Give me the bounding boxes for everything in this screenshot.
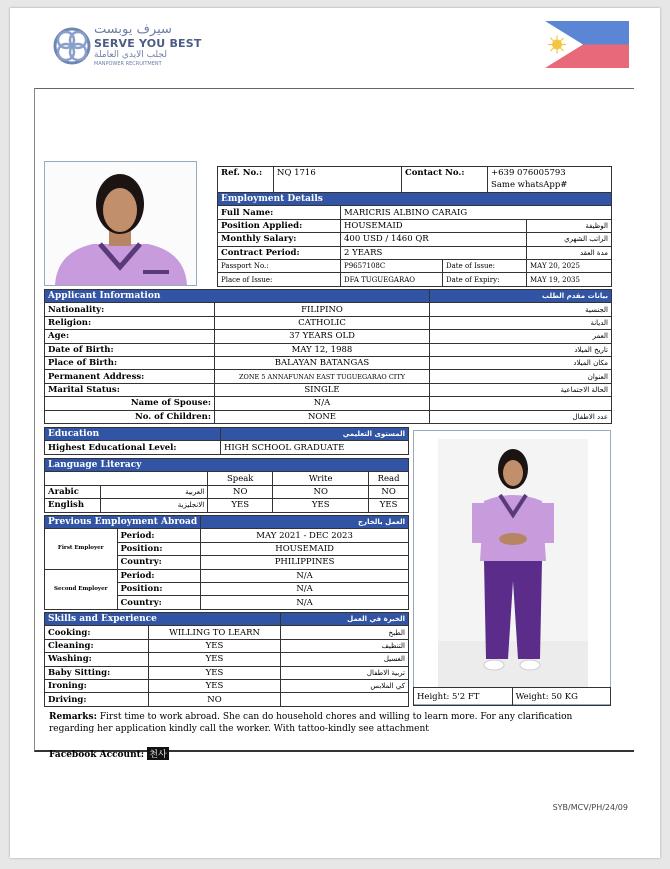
height-weight-table [413,687,611,706]
salary-arabic: الراتب الشهري [527,233,612,246]
contract-label: Contract Period: [218,246,341,259]
expiry-date-label: Date of Expiry: [443,273,527,286]
first-country-value: PHILIPPINES [201,556,409,569]
applicant-info-header: Applicant Information [45,290,430,303]
first-period-value: MAY 2021 - DEC 2023 [201,529,409,542]
employment-details-table [217,192,612,287]
age-label: Age: [45,330,215,343]
facebook-account [49,747,169,760]
position-label: Position Applied: [218,219,341,232]
expiry-date-value: MAY 19, 2035 [527,273,612,286]
arabic-speak: NO [208,485,273,498]
document-page [10,8,660,858]
nationality-value: FILIPINO [215,303,430,316]
cleaning-label: Cleaning: [45,639,149,652]
second-position-label: Position: [117,582,201,595]
religion-arabic: الديانة [430,316,612,329]
first-period-label: Period: [117,529,201,542]
weight-value: Weight: 50 KG [512,688,610,706]
spouse-label: Name of Spouse: [45,397,215,410]
previous-employment-header: Previous Employment Abroad [45,516,201,529]
education-header: Education [45,428,221,441]
logo-arabic-subtitle: لجلب الايدي العاملة [94,50,167,60]
height-value: Height: 5'2 FT [414,688,513,706]
birth-date-arabic: تاريخ الميلاد [430,343,612,356]
skills-experience-table [44,612,409,707]
ref-label: Ref. No.: [218,167,274,193]
place-issue-label: Place of Issue: [218,273,341,286]
washing-arabic: الغسيل [281,653,409,666]
spouse-arabic [430,397,612,410]
philippines-flag-icon [545,21,629,68]
ironing-value: YES [149,679,281,692]
salary-label: Monthly Salary: [218,233,341,246]
facebook-label: Facebook Account: [49,750,145,760]
driving-label: Driving: [45,693,149,706]
second-position-value: N/A [201,582,409,595]
birth-place-value: BALAYAN BATANGAS [215,356,430,369]
baby-sitting-arabic: تربية الاطفال [281,666,409,679]
passport-value: P9657108C [341,259,443,272]
age-arabic: العمر [430,330,612,343]
marital-status-label: Marital Status: [45,383,215,396]
spouse-value: N/A [215,397,430,410]
driving-value: NO [149,693,281,706]
reference-contact-table [217,166,612,193]
full-name-label: Full Name: [218,206,341,219]
remarks-text: First time to work abroad. She can do household chores and willing to learn more. For any clarification regarding her application kindly call the worker. With tattoo-kindly see attachment [49,712,573,734]
passport-label: Passport No.: [218,259,341,272]
cv-sheet [34,88,634,760]
education-level-label: Highest Educational Level: [45,441,221,454]
previous-employment-header-arabic: العمل بالخارج [201,516,409,529]
education-table [44,427,409,455]
baby-sitting-label: Baby Sitting: [45,666,149,679]
education-level-value: HIGH SCHOOL GRADUATE [221,441,409,454]
baby-sitting-value: YES [149,666,281,679]
read-col-header: Read [369,472,409,485]
position-value: HOUSEMAID [341,219,527,232]
second-country-label: Country: [117,596,201,609]
first-position-label: Position: [117,542,201,555]
applicant-portrait-photo [44,161,197,286]
cooking-label: Cooking: [45,626,149,639]
english-language-label: English [45,499,101,512]
first-employer-label: First Employer [45,529,118,569]
arabic-write: NO [273,485,369,498]
place-issue-value: DFA TUGUEGARAO [341,273,443,286]
ironing-arabic: كي الملابس [281,679,409,692]
religion-value: CATHOLIC [215,316,430,329]
full-name-value: MARICRIS ALBINO CARAIG [341,206,612,219]
document-code: SYB/MCV/PH/24/09 [552,803,628,812]
position-arabic: الوظيفة [527,219,612,232]
remarks-label: Remarks: [49,712,97,722]
remarks-block [49,711,609,735]
speak-col-header: Speak [208,472,273,485]
contract-arabic: مدة العقد [527,246,612,259]
washing-label: Washing: [45,653,149,666]
marital-status-arabic: الحالة الاجتماعية [430,383,612,396]
issue-date-label: Date of Issue: [443,259,527,272]
ironing-label: Ironing: [45,679,149,692]
cooking-value: WILLING TO LEARN [149,626,281,639]
address-label: Permanent Address: [45,370,215,383]
first-country-label: Country: [117,556,201,569]
birth-date-value: MAY 12, 1988 [215,343,430,356]
employment-details-header: Employment Details [218,193,612,206]
first-position-value: HOUSEMAID [201,542,409,555]
religion-label: Religion: [45,316,215,329]
skills-header-arabic: الخبرة في العمل [281,613,409,626]
english-write: YES [273,499,369,512]
previous-employment-table [44,515,409,610]
skills-header: Skills and Experience [45,613,281,626]
age-value: 37 YEARS OLD [215,330,430,343]
ref-value: NQ 1716 [274,167,402,193]
second-country-value: N/A [201,596,409,609]
birth-place-label: Place of Birth: [45,356,215,369]
arabic-read: NO [369,485,409,498]
contact-cell [488,167,612,193]
arabic-language-arabic: العربية [101,485,208,498]
birth-date-label: Date of Birth: [45,343,215,356]
education-header-arabic: المستوى التعليمي [221,428,409,441]
marital-status-value: SINGLE [215,383,430,396]
applicant-information-table [44,289,612,424]
contact-label: Contact No.: [402,167,488,193]
facebook-value: 천사 [147,747,168,760]
nationality-label: Nationality: [45,303,215,316]
contract-value: 2 YEARS [341,246,527,259]
write-col-header: Write [273,472,369,485]
address-arabic: العنوان [430,370,612,383]
cleaning-arabic: التنظيف [281,639,409,652]
contact-note: Same whatsApp# [491,180,568,190]
language-header: Language Literacy [45,459,409,472]
driving-arabic [281,693,409,706]
logo-arabic-text: سيرف يوبست [94,22,172,37]
applicant-full-body-photo [413,430,611,705]
address-value: ZONE 5 ANNAFUNAN EAST TUGUEGARAO CITY [215,370,430,383]
second-period-label: Period: [117,569,201,582]
company-logo-icon [52,24,92,68]
issue-date-value: MAY 20, 2025 [527,259,612,272]
english-read: YES [369,499,409,512]
second-employer-label: Second Employer [45,569,118,609]
language-literacy-table [44,458,409,513]
applicant-info-header-arabic: بيانات مقدم الطلب [430,290,612,303]
cooking-arabic: الطبخ [281,626,409,639]
english-speak: YES [208,499,273,512]
cleaning-value: YES [149,639,281,652]
english-language-arabic: الانجليزية [101,499,208,512]
language-blank-cell [45,472,208,485]
arabic-language-label: Arabic [45,485,101,498]
contact-value: +639 076005793 [491,168,566,178]
washing-value: YES [149,653,281,666]
second-period-value: N/A [201,569,409,582]
logo-company-name: SERVE YOU BEST [94,37,202,50]
nationality-arabic: الجنسية [430,303,612,316]
children-arabic: عدد الاطفال [430,410,612,423]
logo-subtitle: MANPOWER RECRUITMENT [94,61,162,67]
birth-place-arabic: مكان الميلاد [430,356,612,369]
children-value: NONE [215,410,430,423]
children-label: No. of Children: [45,410,215,423]
salary-value: 400 USD / 1460 QR [341,233,527,246]
